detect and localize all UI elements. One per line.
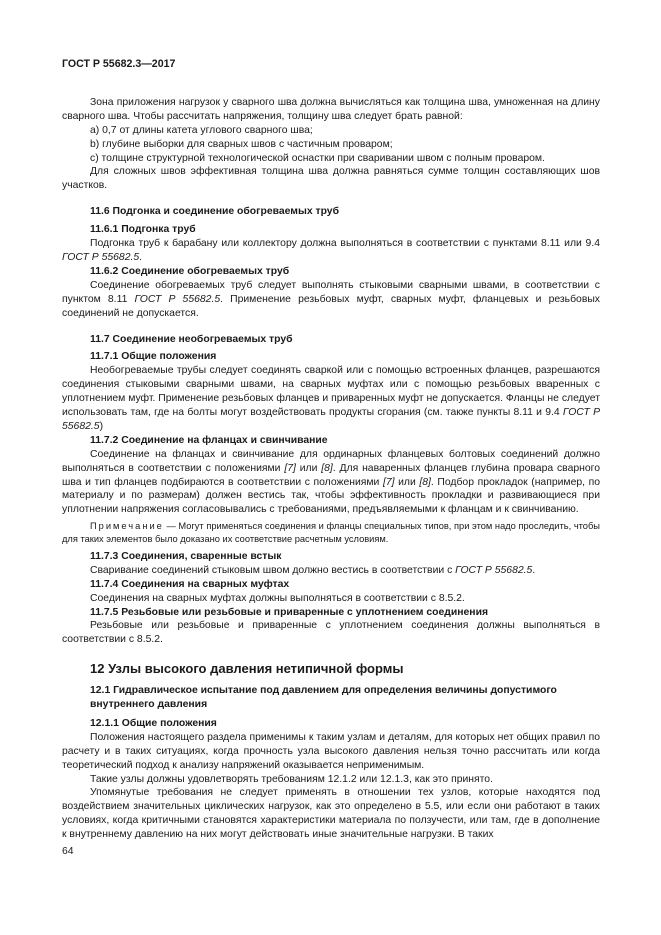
section-11-7-4-text: Соединения на сварных муфтах должны выполняться в соответствии с 8.5.2. bbox=[90, 592, 465, 604]
intro-paragraph-complex: Для сложных швов эффективная толщина шва должна равняться сумме толщин составляющих шов участков. bbox=[62, 166, 600, 192]
section-11-7-4-title: 11.7.4 Соединения на сварных муфтах bbox=[90, 578, 290, 590]
section-11-7-1-text: Необогреваемые трубы следует соединять сваркой или с помощью встроенных фланцев, разрешаются соединения стыковыми сварными швами, на сварных муфтах или с помощью резьбовых вваренных с уплотнением муфт. Применение резьбовых фланцев и приваренных муфт не допускается. Фланцы не следует использовать там, где на болты могут воздействовать продукты сгорания (см. также пункты 8.11 и 9.4 ГОСТ Р 55682.5) bbox=[62, 365, 600, 432]
intro-list-item-a: a) 0,7 от длины катета углового сварного шва; bbox=[90, 124, 313, 136]
section-11-7-5-title: 11.7.5 Резьбовые или резьбовые и приваренные с уплотнением соединения bbox=[90, 606, 489, 618]
section-11-7-2-note: Примечание — Могут применяться соединения и фланцы специальных типов, при этом надо проследить, чтобы для таких элементов было доказано их соответствие расчетным условиям. bbox=[62, 521, 600, 545]
intro-list-item-c: c) толщине структурной технологической оснастки при сваривании швом с полным проваром. bbox=[90, 152, 545, 164]
section-11-7-2-text: Соединение на фланцах и свинчивание для ординарных фланцевых болтовых соединений должно выполняться в соответствии с положениями [7] или [8]. Для наваренных фланцев глубина провара сварного шва и тип фланцев подбираются в соответствии с положениями [7] или [8]. Подбор прокладок (например, по материалу и по размерам) должен вестись так, чтобы эффективность прокладки и развивающиеся при уплотнении напряжения согласовывались с требованиями, предъявляемыми к фланцам и к свинчиванию. bbox=[62, 448, 600, 516]
section-11-7-3-title: 11.7.3 Соединения, сваренные встык bbox=[90, 550, 282, 562]
section-11-7-3-text: Сваривание соединений стыковым швом должно вестись в соответствии с ГОСТ Р 55682.5. bbox=[90, 564, 536, 576]
section-11-7-1-title: 11.7.1 Общие положения bbox=[90, 351, 217, 363]
section-12-title: 12 Узлы высокого давления нетипичной формы bbox=[90, 661, 404, 677]
section-11-7-2-title: 11.7.2 Соединение на фланцах и свинчивание bbox=[90, 434, 328, 446]
section-11-6-title: 11.6 Подгонка и соединение обогреваемых труб bbox=[90, 206, 339, 218]
note-label: Примечание bbox=[90, 521, 164, 532]
section-11-6-2-text: Соединение обогреваемых труб следует выполнять стыковыми сварными швами, в соответствии с пунктом 8.11 ГОСТ Р 55682.5. Применение резьбовых муфт, сварных муфт, фланцевых и резьбовых соединений не допускается. bbox=[62, 279, 600, 319]
section-11-7-5-text: Резьбовые или резьбовые и приваренные с уплотнением соединения должны выполняться в соответствии с 8.5.2. bbox=[62, 620, 600, 646]
section-12-1-1-paragraph-2: Такие узлы должны удовлетворять требованиям 12.1.2 или 12.1.3, как это принято. bbox=[90, 773, 493, 785]
section-12-1-1-paragraph-1: Положения настоящего раздела применимы к таким узлам и деталям, для которых нет общих правил по расчету и в таких ситуациях, когда прочность узла высокого давления нельзя точно рассчитать или когда теоретический подход к анализу напряжений оказывается неприменимым. bbox=[62, 731, 600, 771]
section-12-1-1-title: 12.1.1 Общие положения bbox=[90, 717, 217, 729]
section-11-6-1-text: Подгонка труб к барабану или коллектору должна выполняться в соответствии с пунктами 8.11 или 9.4 ГОСТ Р 55682.5. bbox=[62, 238, 600, 263]
section-11-7-title: 11.7 Соединение необогреваемых труб bbox=[90, 333, 293, 345]
section-12-1-1-paragraph-3: Упомянутые требования не следует применять в отношении тех узлов, которые находятся под воздействием значительных циклических нагрузок, как это определено в 5.5, или если они работают в таких условиях, когда критичными становятся характеристики материала по ползучести, или там, где в дополнение к внутреннему давлению на них могут действовать иные значительные нагрузки. В таких bbox=[62, 787, 600, 841]
document-header: ГОСТ Р 55682.3—2017 bbox=[62, 58, 176, 70]
section-11-6-1-title: 11.6.1 Подгонка труб bbox=[90, 224, 196, 236]
section-12-1-title: 12.1 Гидравлическое испытание под давлением для определения величины допустимого внутреннего давления bbox=[90, 685, 557, 711]
intro-list-item-b: b) глубине выборки для сварных швов с частичным проваром; bbox=[90, 138, 393, 150]
page-number: 64 bbox=[62, 846, 74, 857]
intro-paragraph: Зона приложения нагрузок у сварного шва должна вычисляться как толщина шва, умноженная на длину сварного шва. Чтобы рассчитать напряжения, толщину шва следует брать равной: bbox=[62, 96, 600, 122]
document-page bbox=[62, 58, 600, 842]
section-11-6-2-title: 11.6.2 Соединение обогреваемых труб bbox=[90, 265, 290, 277]
